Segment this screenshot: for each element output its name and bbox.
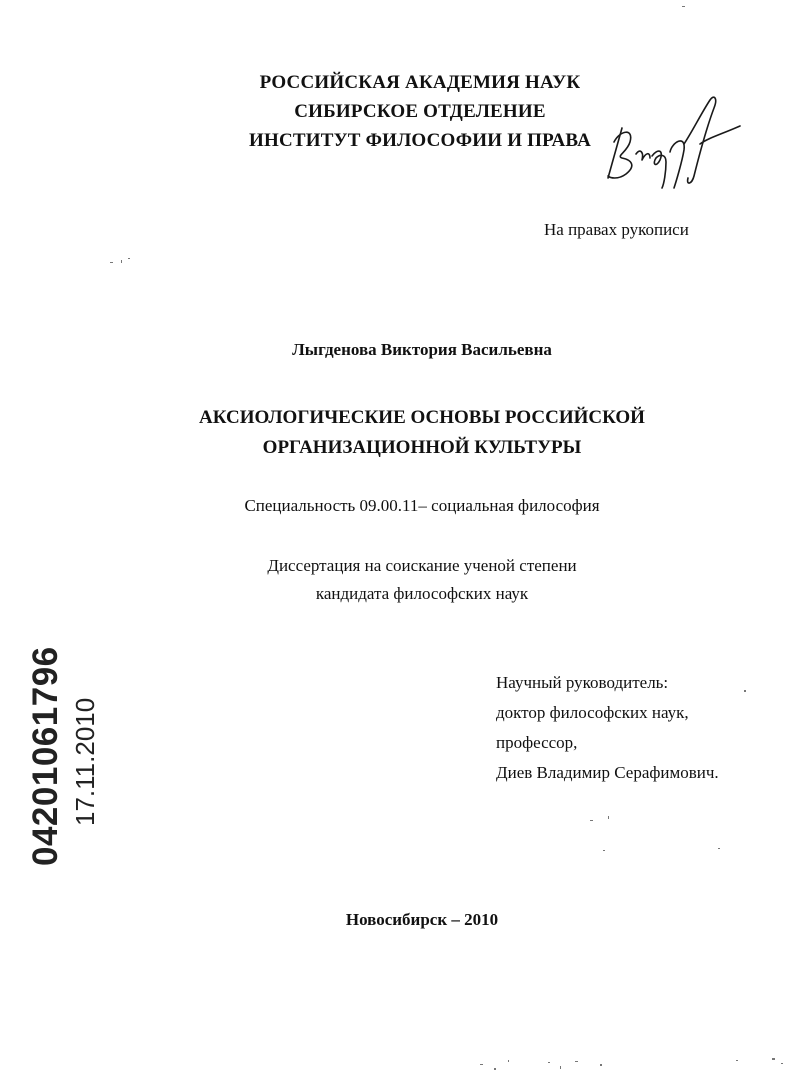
scan-speck xyxy=(560,1066,561,1069)
supervisor-degree: доктор философских наук, xyxy=(496,703,689,722)
scan-speck xyxy=(548,1062,550,1063)
organization-line-1: РОССИЙСКАЯ АКАДЕМИЯ НАУК xyxy=(259,72,581,93)
degree-line-2: кандидата философских наук xyxy=(315,584,529,603)
dissertation-title-line-2: ОРГАНИЗАЦИОННОЙ КУЛЬТУРЫ xyxy=(262,437,582,458)
scan-speck xyxy=(736,1060,738,1061)
scan-speck xyxy=(603,850,605,851)
degree-line-1: Диссертация на соискание ученой степени xyxy=(267,556,577,575)
scan-speck xyxy=(121,260,122,263)
rights-note: На правах рукописи xyxy=(544,220,689,239)
scan-speck xyxy=(480,1064,483,1065)
dissertation-title-line-1: АКСИОЛОГИЧЕСКИЕ ОСНОВЫ РОССИЙСКОЙ xyxy=(199,407,645,428)
scan-speck xyxy=(508,1060,509,1062)
supervisor-name: Диев Владимир Серафимович. xyxy=(496,763,719,782)
scan-speck xyxy=(608,816,609,819)
scan-speck xyxy=(494,1068,496,1070)
handwritten-signature-icon xyxy=(600,92,750,192)
organization-line-2: СИБИРСКОЕ ОТДЕЛЕНИЕ xyxy=(294,101,546,122)
author-name: Лыгденова Виктория Васильевна xyxy=(292,340,552,359)
scan-speck xyxy=(772,1058,775,1060)
scan-speck xyxy=(682,6,685,7)
archive-stamp-date: 17.11.2010 xyxy=(70,697,100,826)
scan-speck xyxy=(128,258,130,259)
scan-speck xyxy=(590,820,593,821)
supervisor-label: Научный руководитель: xyxy=(496,673,669,692)
archive-stamp-number: 04201061796 xyxy=(26,646,65,866)
scan-speck xyxy=(600,1064,602,1066)
scan-speck xyxy=(575,1061,578,1062)
organization-line-3: ИНСТИТУТ ФИЛОСОФИИ И ПРАВА xyxy=(249,130,591,151)
scan-speck xyxy=(781,1063,783,1064)
city-year-footer: Новосибирск – 2010 xyxy=(345,910,499,929)
specialty: Специальность 09.00.11– социальная философия xyxy=(244,496,600,515)
scan-speck xyxy=(718,848,720,849)
scan-speck xyxy=(744,690,746,692)
scan-speck xyxy=(110,262,113,263)
supervisor-rank: профессор, xyxy=(496,733,578,752)
